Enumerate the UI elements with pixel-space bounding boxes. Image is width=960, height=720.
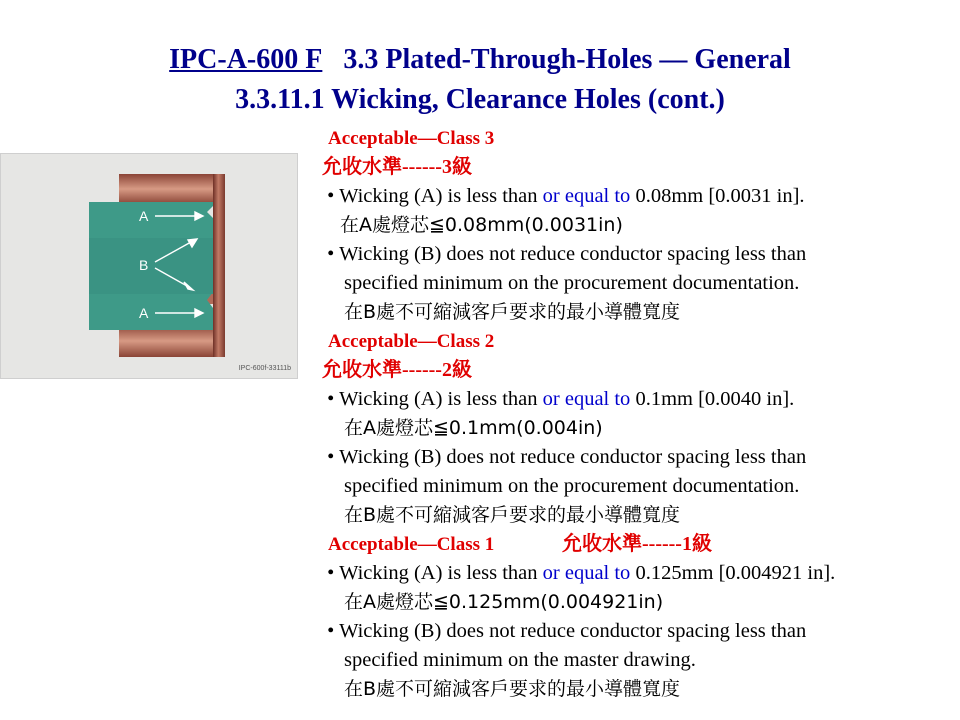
class1-heading: Acceptable—Class 1	[328, 534, 495, 555]
class1-bullet-b-text: Wicking (B) does not reduce conductor spacing less than	[339, 620, 807, 642]
class2-heading-cn: 允收水準------2級	[322, 359, 472, 381]
class1-bullet-b: • Wicking (B) does not reduce conductor spacing less than	[322, 620, 807, 642]
plated-barrel-wall	[213, 174, 225, 357]
class3-bullet-b: • Wicking (B) does not reduce conductor spacing less than	[322, 243, 807, 265]
class1-bullet-a-value: 0.125mm [0.004921 in].	[630, 562, 836, 584]
class2-bullet-b-text: Wicking (B) does not reduce conductor spacing less than	[339, 446, 807, 468]
class3-bullet-b-cont: specified minimum on the procurement documentation.	[344, 272, 800, 294]
figure-caption: IPC-600f-33111b	[238, 365, 291, 372]
class3-bullet-a-value: 0.08mm [0.0031 in].	[630, 185, 805, 207]
section-title: 3.3 Plated-Through-Holes — General	[343, 44, 791, 75]
class2-bullet-b: • Wicking (B) does not reduce conductor spacing less than	[322, 446, 807, 468]
class2-bullet-a-emphasis: or equal to	[542, 388, 631, 410]
class1-bullet-b-cont: specified minimum on the master drawing.	[344, 649, 696, 671]
class3-bullet-b-text: Wicking (B) does not reduce conductor spacing less than	[339, 243, 807, 265]
copper-land-top	[119, 174, 225, 204]
standard-name: IPC-A-600 F	[169, 44, 323, 75]
class3-bullet-a-cn: 在A處燈芯≦0.08mm(0.0031in)	[340, 214, 623, 236]
laminate-core	[89, 238, 213, 294]
class1-bullet-a-emphasis: or equal to	[542, 562, 631, 584]
class2-bullet-a-value: 0.1mm [0.0040 in].	[630, 388, 795, 410]
class2-bullet-a-cn: 在A處燈芯≦0.1mm(0.004in)	[344, 417, 603, 439]
criteria-text	[322, 124, 952, 704]
class1-heading-row	[322, 530, 952, 559]
class2-heading: Acceptable—Class 2	[328, 331, 495, 352]
class3-heading: Acceptable—Class 3	[328, 128, 495, 149]
class3-bullet-a: • Wicking (A) is less than or equal to 0.08mm [0.0031 in].	[322, 185, 805, 207]
class3-bullet-a-text: Wicking (A) is less than	[339, 185, 543, 207]
class1-bullet-b-cn: 在B處不可縮減客戶要求的最小導體寬度	[344, 678, 681, 700]
class3-heading-cn: 允收水準------3級	[322, 156, 472, 178]
slide-title	[0, 44, 960, 76]
label-a-bottom: A	[139, 305, 149, 321]
cross-section-figure	[0, 153, 298, 379]
label-a-top: A	[139, 208, 149, 224]
label-b: B	[139, 257, 149, 273]
class1-heading-cn: 允收水準------1級	[562, 533, 712, 555]
class1-bullet-a-text: Wicking (A) is less than	[339, 562, 543, 584]
class3-bullet-b-cn: 在B處不可縮減客戶要求的最小導體寬度	[344, 301, 681, 323]
class2-bullet-a-text: Wicking (A) is less than	[339, 388, 543, 410]
class1-bullet-a-cn: 在A處燈芯≦0.125mm(0.004921in)	[344, 591, 664, 613]
class2-bullet-b-cn: 在B處不可縮減客戶要求的最小導體寬度	[344, 504, 681, 526]
class3-bullet-a-emphasis: or equal to	[542, 185, 631, 207]
class2-bullet-a: • Wicking (A) is less than or equal to 0.1mm [0.0040 in].	[322, 388, 795, 410]
class2-bullet-b-cont: specified minimum on the procurement documentation.	[344, 475, 800, 497]
class1-bullet-a: • Wicking (A) is less than or equal to 0.125mm [0.004921 in].	[322, 562, 836, 584]
slide-subtitle: 3.3.11.1 Wicking, Clearance Holes (cont.)	[235, 84, 725, 115]
wicking-cross-section-illustration	[1, 154, 297, 378]
